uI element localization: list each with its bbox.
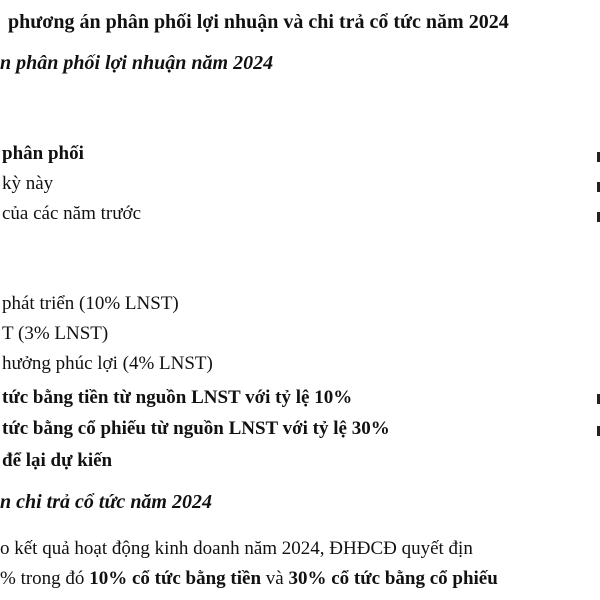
paragraph-line-2-mid: và xyxy=(265,568,284,589)
dividend-payment-subheading: n chi trả cổ tức năm 2024 xyxy=(0,491,212,513)
fund-3pct-line: T (3% LNST) xyxy=(2,323,109,344)
development-fund-line: phát triển (10% LNST) xyxy=(2,293,179,314)
paragraph-stock-dividend: 30% cổ tức bằng cổ phiếu xyxy=(288,568,498,589)
cash-dividend-line: tức bằng tiền từ nguồn LNST với tỷ lệ 10% xyxy=(2,387,353,408)
paragraph-cash-dividend: 10% cổ tức bằng tiền xyxy=(89,568,262,589)
paragraph-line-2 xyxy=(0,567,498,591)
stock-dividend-line: tức bằng cổ phiếu từ nguồn LNST với tỷ lệ 30% xyxy=(2,418,390,439)
previous-years-line: của các năm trước xyxy=(2,203,142,224)
paragraph-line-2-prefix: % trong đó xyxy=(0,568,85,589)
profit-distribution-subheading: n phân phối lợi nhuận năm 2024 xyxy=(0,52,274,74)
retained-line: để lại dự kiến xyxy=(2,450,113,471)
paragraph-line-1: o kết quả hoạt động kinh doanh năm 2024, ĐHĐCĐ quyết địn xyxy=(0,538,473,559)
distribution-label: phân phối xyxy=(2,143,84,164)
welfare-fund-line: hưởng phúc lợi (4% LNST) xyxy=(2,353,213,374)
section-heading: phương án phân phối lợi nhuận và chi trả cổ tức năm 2024 xyxy=(8,11,509,33)
this-period-line: kỳ này xyxy=(2,173,54,194)
